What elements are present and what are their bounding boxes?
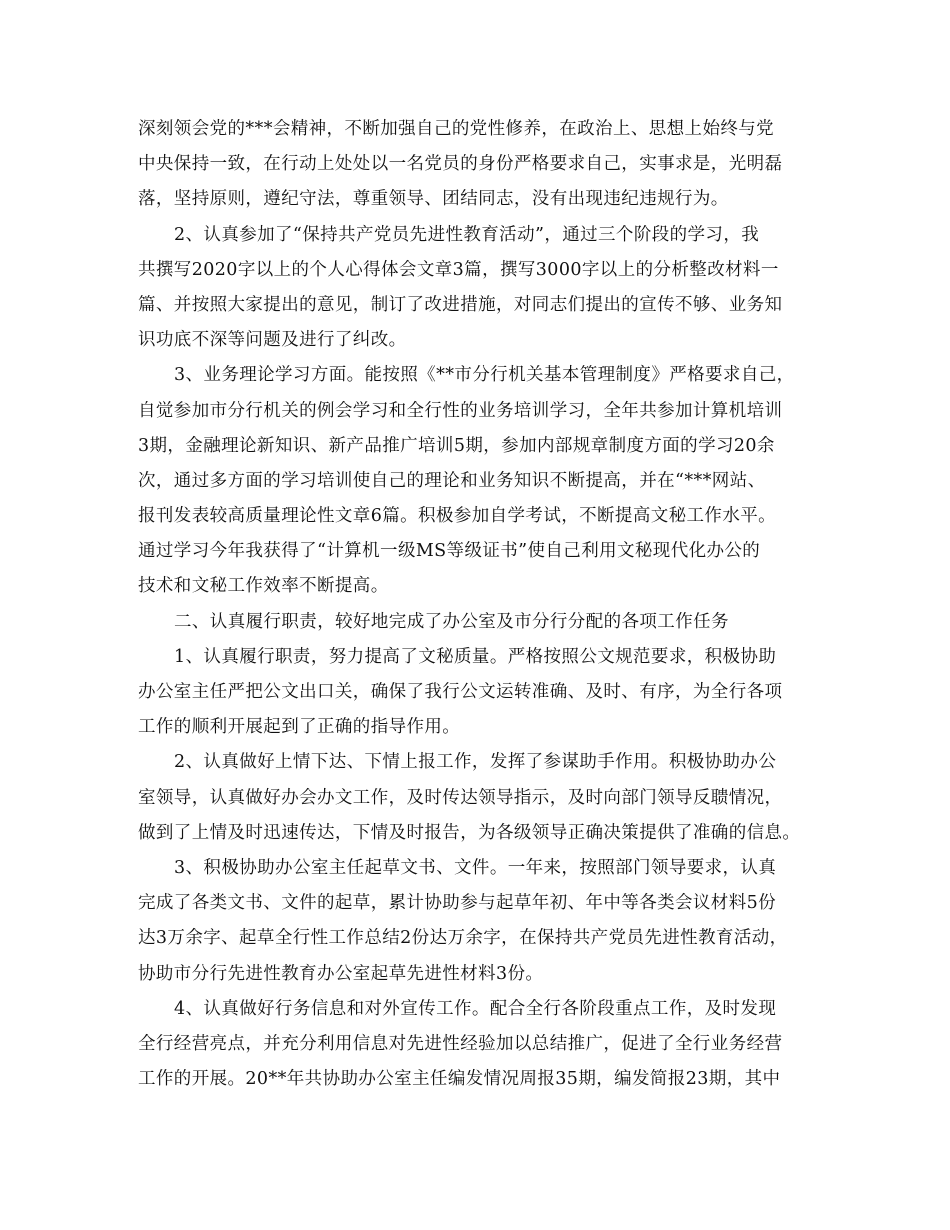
text-line: 1、认真履行职责，努力提高了文秘质量。严格按照公文规范要求，积极协助 — [174, 646, 777, 667]
text-line: 识功底不深等问题及进行了纠改。 — [138, 330, 407, 351]
text-line: 3、积极协助办公室主任起草文书、文件。一年来，按照部门领导要求，认真 — [174, 857, 777, 878]
text-line: 达3万余字、起草全行性工作总结2份达万余字，在保持共产党员先进性教育活动， — [138, 928, 788, 949]
text-line: 自觉参加市分行机关的例会学习和全行性的业务培训学习，全年共参加计算机培训 — [138, 400, 783, 421]
text-line: 通过学习今年我获得了“计算机一级MS等级证书”使自己利用文秘现代化办公的 — [138, 541, 761, 562]
text-line: 工作的开展。20**年共协助办公室主任编发情况周报35期，编发简报23期，其中 — [138, 1069, 781, 1090]
text-line: 完成了各类文书、文件的起草，累计协助参与起草年初、年中等各类会议材料5份 — [138, 893, 777, 914]
text-line: 报刊发表较高质量理论性文章6篇。积极参加自学考试，不断提高文秘工作水平。 — [138, 506, 777, 527]
text-line: 技术和文秘工作效率不断提高。 — [138, 576, 389, 597]
text-line: 2、认真参加了“保持共产党员先进性教育活动”，通过三个阶段的学习，我 — [174, 224, 760, 245]
text-line: 办公室主任严把公文出口关，确保了我行公文运转准确、及时、有序，为全行各项 — [138, 682, 783, 702]
text-line: 中央保持一致，在行动上处处以一名党员的身份严格要求自己，实事求是，光明磊 — [138, 154, 783, 175]
text-line: 落，坚持原则，遵纪守法，尊重领导、团结同志，没有出现违纪违规行为。 — [138, 189, 729, 210]
text-line: 二、认真履行职责，较好地完成了办公室及市分行分配的各项工作任务 — [174, 611, 729, 632]
text-line: 4、认真做好行务信息和对外宣传工作。配合全行各阶段重点工作，及时发现 — [174, 998, 777, 1019]
text-line: 篇、并按照大家提出的意见，制订了改进措施，对同志们提出的宣传不够、业务知 — [138, 294, 783, 315]
text-line: 全行经营亮点，并充分利用信息对先进性经验加以总结推广，促进了全行业务经营 — [138, 1033, 783, 1054]
text-line: 工作的顺利开展起到了正确的指导作用。 — [138, 717, 461, 738]
text-line: 深刻领会党的***会精神，不断加强自己的党性修养，在政治上、思想上始终与党 — [138, 119, 775, 139]
document-body — [138, 112, 828, 1097]
text-line: 协助市分行先进性教育办公室起草先进性材料3份。 — [138, 963, 544, 984]
text-line: 共撰写2020字以上的个人心得体会文章3篇，撰写3000字以上的分析整改材料一 — [138, 259, 779, 280]
text-line: 次，通过多方面的学习培训使自己的理论和业务知识不断提高，并在“***网站、 — [138, 470, 766, 491]
text-line: 2、认真做好上情下达、下情上报工作，发挥了参谋助手作用。积极协助办公 — [174, 752, 777, 773]
text-line: 室领导，认真做好办会办文工作，及时传达领导指示，及时向部门领导反聩情况， — [138, 787, 783, 808]
text-line: 做到了上情及时迅速传达，下情及时报告，为各级领导正确决策提供了准确的信息。 — [138, 822, 801, 843]
text-line: 3期，金融理论新知识、新产品推广培训5期，参加内部规章制度方面的学习20余 — [138, 435, 775, 456]
text-line: 3、业务理论学习方面。能按照《**市分行机关基本管理制度》严格要求自己， — [174, 365, 795, 386]
